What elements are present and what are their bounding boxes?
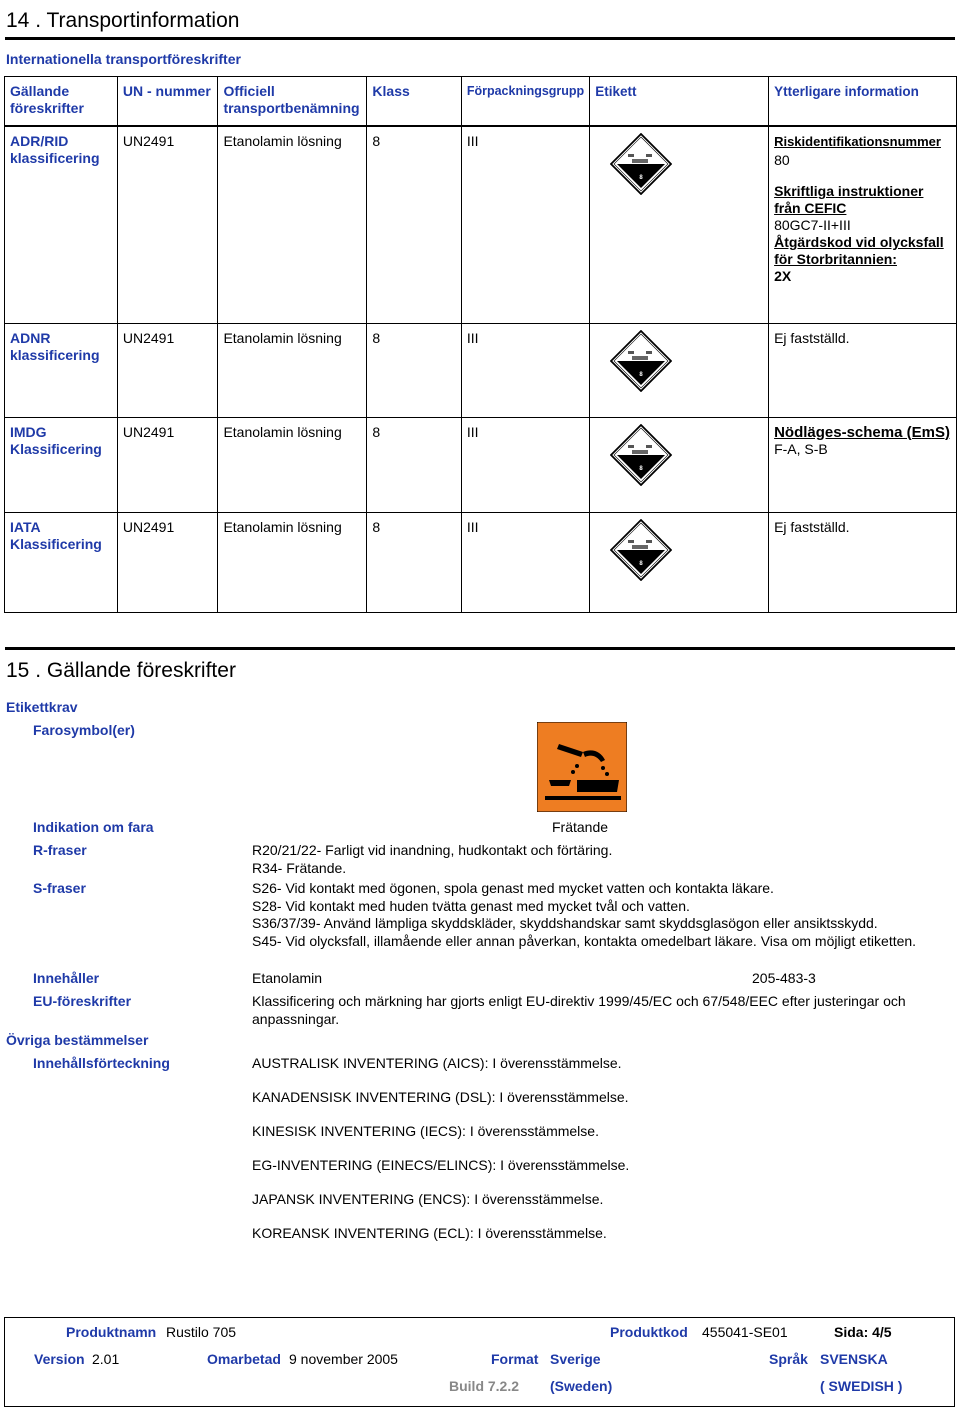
s-phrase: S45- Vid olycksfall, illamående eller annan påverkan, kontakta omedelbart läkare. Visa om möjligt etiketten. <box>252 932 917 949</box>
packing-group-cell: III <box>461 323 589 417</box>
format-sub: (Sweden) <box>550 1378 613 1394</box>
header-cell: Gällande föreskrifter <box>5 77 118 127</box>
product-code-label: Produktkod <box>610 1324 688 1340</box>
risk-id-label: Riskidentifikationsnummer <box>774 134 941 149</box>
risk-id-value: 80 <box>774 152 790 168</box>
s-phrase: S28- Vid kontakt med huden tvätta genast med mycket tvål och vatten. <box>252 897 690 914</box>
shipping-name-cell: Etanolamin lösning <box>218 323 367 417</box>
language-sub: ( SWEDISH ) <box>820 1378 903 1394</box>
label-cell <box>590 417 769 512</box>
format-label: Format <box>491 1351 539 1367</box>
un-number-cell: UN2491 <box>117 323 218 417</box>
additional-info-cell: Ej fastställd. <box>769 323 957 417</box>
header-cell: Etikett <box>590 77 769 127</box>
indikation-value: Frätande <box>552 819 609 835</box>
packing-group-cell: III <box>461 512 589 612</box>
inventory-item: KOREANSK INVENTERING (ECL): I överensstämmelse. <box>252 1225 607 1241</box>
class-cell: 8 <box>367 126 461 323</box>
eu-label: EU-föreskrifter <box>33 993 132 1009</box>
innehaller-number: 205-483-3 <box>752 970 816 986</box>
header-cell: Ytterligare information <box>769 77 957 127</box>
inventory-item: KANADENSISK INVENTERING (DSL): I överensstämmelse. <box>252 1089 629 1105</box>
page-number: Sida: 4/5 <box>834 1324 892 1340</box>
s-fraser-list <box>252 880 932 950</box>
class-number: 8 <box>639 465 643 472</box>
header-cell: Förpackningsgrupp <box>461 77 589 127</box>
corrosive-symbol-icon <box>537 722 627 812</box>
class-cell: 8 <box>367 323 461 417</box>
innehaller-label: Innehåller <box>33 970 100 986</box>
uk-code-value: 2X <box>774 268 792 284</box>
ems-value: F-A, S-B <box>774 440 828 457</box>
inventory-item: KINESISK INVENTERING (IECS): I överensstämmelse. <box>252 1123 599 1139</box>
shipping-name-cell: Etanolamin lösning <box>218 126 367 323</box>
shipping-name-cell: Etanolamin lösning <box>218 417 367 512</box>
r-fraser-list <box>252 842 932 877</box>
header-cell: Officiell transportbenämning <box>218 77 367 127</box>
additional-info-cell: Ej fastställd. <box>769 512 957 612</box>
product-code: 455041-SE01 <box>702 1324 788 1340</box>
page-footer <box>4 1317 955 1407</box>
inventory-label: Innehållsförteckning <box>33 1055 170 1071</box>
table-row <box>5 126 957 323</box>
r-fraser-label: R-fraser <box>33 842 87 858</box>
s-fraser-label: S-fraser <box>33 880 86 896</box>
label-cell <box>590 512 769 612</box>
section-15-title: 15 . Gällande föreskrifter <box>6 659 236 682</box>
ems-label: Nödläges-schema (EmS) <box>774 423 950 441</box>
version-label: Version <box>34 1351 85 1367</box>
class-number: 8 <box>639 560 643 567</box>
corrosive-diamond-icon <box>610 330 672 392</box>
revised-label: Omarbetad <box>207 1351 281 1367</box>
section-14-subtitle: Internationella transportföreskrifter <box>6 51 241 67</box>
product-name-label: Produktnamn <box>66 1324 157 1340</box>
inventory-item: EG-INVENTERING (EINECS/ELINCS): I överensstämmelse. <box>252 1157 630 1173</box>
indikation-label: Indikation om fara <box>33 819 154 835</box>
regulation-cell: ADR/RID klassificering <box>5 126 118 323</box>
shipping-name-cell: Etanolamin lösning <box>218 512 367 612</box>
eu-value: Klassificering och märkning har gjorts enligt EU-direktiv 1999/45/EC och 67/548/EEC efter justeringar och anpassningar. <box>252 993 906 1027</box>
build-number: Build 7.2.2 <box>449 1378 520 1394</box>
section-divider <box>5 647 955 650</box>
table-header-row <box>5 77 957 127</box>
section-14-title: 14 . Transportinformation <box>6 9 240 32</box>
packing-group-cell: III <box>461 126 589 323</box>
table-row <box>5 323 957 417</box>
un-number-cell: UN2491 <box>117 126 218 323</box>
un-number-cell: UN2491 <box>117 512 218 612</box>
regulation-cell: IATA Klassificering <box>5 512 118 612</box>
r-phrase: R34- Frätande. <box>252 859 347 876</box>
label-cell <box>590 126 769 323</box>
inventory-item: JAPANSK INVENTERING (ENCS): I överensstämmelse. <box>252 1191 604 1207</box>
class-cell: 8 <box>367 512 461 612</box>
regulation-cell: IMDG Klassificering <box>5 417 118 512</box>
ovriga-label: Övriga bestämmelser <box>6 1032 149 1048</box>
version: 2.01 <box>92 1351 120 1367</box>
s-phrase: S26- Vid kontakt med ögonen, spola genast med mycket vatten och kontakta läkare. <box>252 880 774 896</box>
un-number-cell: UN2491 <box>117 417 218 512</box>
cefic-label: Skriftliga instruktioner från CEFIC <box>774 183 924 216</box>
class-number: 8 <box>639 371 643 378</box>
revised-date: 9 november 2005 <box>289 1351 398 1367</box>
product-name: Rustilo 705 <box>166 1324 237 1340</box>
cefic-value: 80GC7-II+III <box>774 217 851 233</box>
corrosive-diamond-icon <box>610 133 672 195</box>
etikettkrav-label: Etikettkrav <box>6 699 78 715</box>
s-phrase: S36/37/39- Använd lämpliga skyddskläder, skyddshandskar samt skyddsglasögon eller ansiktsskydd. <box>252 915 878 931</box>
table-row <box>5 417 957 512</box>
label-cell <box>590 323 769 417</box>
class-cell: 8 <box>367 417 461 512</box>
packing-group-cell: III <box>461 417 589 512</box>
additional-info-cell <box>769 126 957 323</box>
language-value: SVENSKA <box>820 1351 888 1367</box>
innehaller-value: Etanolamin <box>252 970 323 986</box>
section-divider <box>5 37 955 40</box>
inventory-item: AUSTRALISK INVENTERING (AICS): I överensstämmelse. <box>252 1055 622 1071</box>
corrosive-diamond-icon <box>610 424 672 486</box>
header-cell: Klass <box>367 77 461 127</box>
r-phrase: R20/21/22- Farligt vid inandning, hudkontakt och förtäring. <box>252 842 613 858</box>
format-value: Sverige <box>550 1351 601 1367</box>
corrosive-diamond-icon <box>610 519 672 581</box>
uk-code-label: Åtgärdskod vid olycksfall för Storbritannien: <box>774 234 944 267</box>
regulation-cell: ADNR klassificering <box>5 323 118 417</box>
farosymbol-label: Farosymbol(er) <box>33 722 135 738</box>
language-label: Språk <box>769 1351 808 1367</box>
header-cell: UN - nummer <box>117 77 218 127</box>
class-number: 8 <box>639 175 643 181</box>
transport-table <box>4 76 957 613</box>
table-row <box>5 512 957 612</box>
additional-info-cell <box>769 417 957 512</box>
